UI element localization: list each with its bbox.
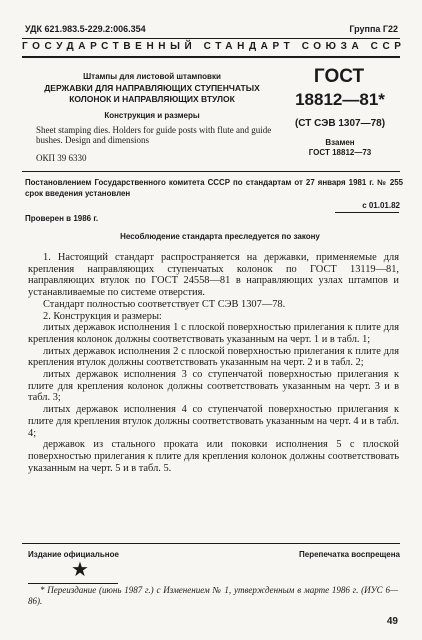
gost-number: 18812—81* [295,90,385,109]
st-sev-reference: (СТ СЭВ 1307—78) [294,118,386,129]
category-line: Штампы для листовой штамповки [83,72,221,81]
standard-banner: ГОСУДАРСТВЕННЫЙ СТАНДАРТ СОЮЗА ССР [22,41,406,52]
paragraph-version-5: державок из стального проката или поковки исполнения 5 с плоской поверхностью прилегания к плите для крепления колонок должны соответствовать указанным на черт. 5 и в табл. 5. [28,439,399,474]
paragraph-version-3: литых державок исполнения 3 со ступенчатой поверхностью прилегания к плите для крепления колонок должны соответствовать указанным на черт. 3 и в табл. 3; [28,369,399,404]
top-rule [22,38,400,39]
english-title: Sheet stamping dies. Holders for guide posts with flute and guide bushes. Design and dimensions [36,125,272,145]
legal-warning: Несоблюдение стандарта преследуется по закону [120,232,320,241]
document-subtitle: Конструкция и размеры [104,111,200,120]
group-code: Группа Г22 [349,24,398,34]
official-edition-label: Издание официальное [28,550,119,559]
document-title: ДЕРЖАВКИ ДЛЯ НАПРАВЛЯЮЩИХ СТУПЕНЧАТЫХ КОЛОНОК И НАПРАВЛЯЮЩИХ ВТУЛОК [44,83,260,104]
paragraph-version-4: литых державок исполнения 4 со ступенчатой поверхностью прилегания к плите для крепления втулок должны соответствовать указанным на черт. 4 и в табл. 4; [28,404,399,439]
checked-note: Проверен в 1986 г. [25,214,99,223]
gost-label: ГОСТ [313,66,365,87]
effective-date-underline [335,212,399,213]
reissue-footnote: * Переиздание (июнь 1987 г.) с Изменением № 1, утвержденным в марте 1986 г. (ИУС 6—86). [28,585,398,606]
paragraph-conformity: Стандарт полностью соответствует СТ СЭВ 1307—78. [43,298,286,310]
effective-date: с 01.01.82 [362,201,400,210]
no-reprint-label: Перепечатка воспрещена [299,550,400,559]
paragraph-version-1: литых державок исполнения 1 с плоской поверхностью прилегания к плите для крепления колонок должны соответствовать указанным на черт. 1 и в табл. 1; [28,322,399,345]
udc-code: УДК 621.983.5-229.2:006.354 [25,24,146,34]
replaced-standard: ГОСТ 18812—73 [308,148,372,157]
paragraph-design-heading: 2. Конструкция и размеры: [43,310,162,322]
page-number: 49 [386,616,398,627]
decree-text: Постановлением Государственного комитета СССР по стандартам от 27 января 1981 г. № 255 срок введения установлен [25,178,403,198]
star-icon: ★ [71,559,89,581]
okp-code: ОКП 39 6330 [36,153,87,163]
replaces-label: Взамен [325,138,355,147]
main-text [28,252,399,474]
footer-rule [22,543,400,544]
footnote-rule [28,583,118,584]
banner-rule [22,56,400,58]
paragraph-scope: 1. Настоящий стандарт распространяется на державки, применяемые для крепления направляющих ступенчатых колонок по ГОСТ 13119—81, направляющих втулок по ГОСТ 24558—81 в направляющих узлах штампов и устанавливаемые по системе отверстия. [28,252,399,299]
decree-rule [22,171,400,172]
paragraph-version-2: литых державок исполнения 2 с плоской поверхностью прилегания к плите для крепления втулок должны соответствовать указанным на черт. 2 и в табл. 2; [28,345,399,369]
